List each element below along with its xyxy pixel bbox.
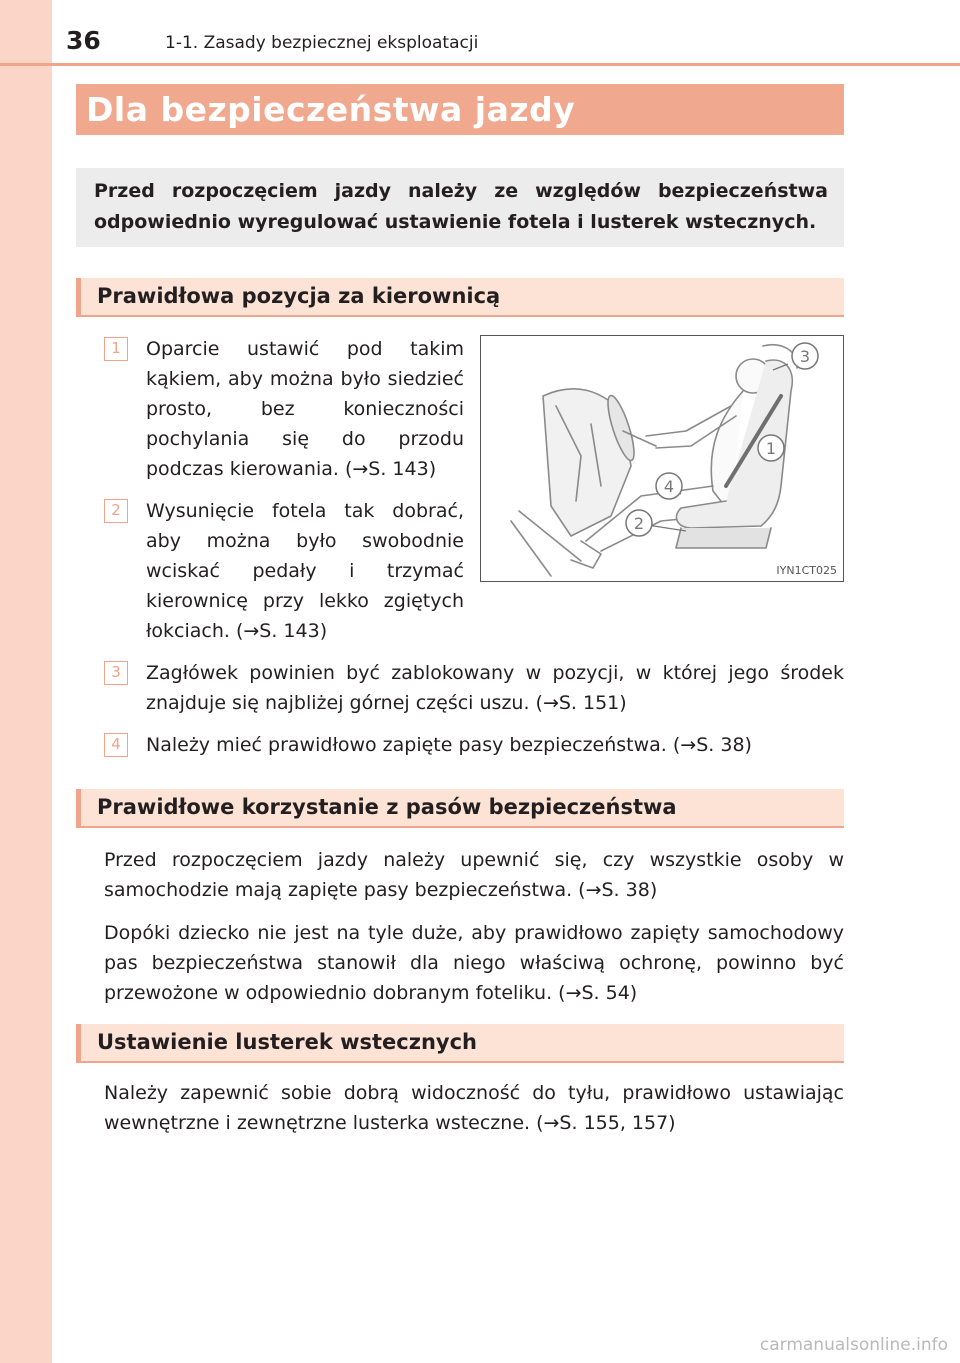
section-heading-position: Prawidłowa pozycja za kierownicą bbox=[76, 278, 844, 317]
number-badge-3: 3 bbox=[104, 661, 128, 685]
list-item-3-text: Zagłówek powinien być zablokowany w pozycji, w której jego środek znajduje się najbliżej górnej części uszu. (→S. 151) bbox=[146, 662, 844, 714]
belts-paragraph-2: Dopóki dziecko nie jest na tyle duże, aby prawidłowo zapięty samochodowy pas bezpieczeństwa stanowił dla niego właściwą ochronę, powinno być przewożone w odpowiednio dobranym foteliku. (→S. 54) bbox=[104, 922, 844, 1004]
callout-4-label: 4 bbox=[663, 477, 675, 496]
page-number: 36 bbox=[66, 26, 101, 55]
header-rule bbox=[0, 63, 960, 66]
driving-position-illustration bbox=[480, 335, 844, 582]
section-heading-mirrors: Ustawienie lusterek wstecznych bbox=[76, 1024, 844, 1063]
section-heading-belts: Prawidłowe korzystanie z pasów bezpieczeństwa bbox=[76, 789, 844, 828]
callout-1-label: 1 bbox=[765, 439, 777, 458]
list-item-1-text: Oparcie ustawić pod takim kąkiem, aby można było siedzieć prosto, bez konieczności pochylania się do przodu podczas kierowania. (→S. 143) bbox=[146, 338, 464, 480]
side-strip bbox=[0, 0, 52, 1363]
mirrors-paragraph: Należy zapewnić sobie dobrą widoczność do tyłu, prawidłowo ustawiając wewnętrzne i zewnętrzne lusterka wsteczne. (→S. 155, 157) bbox=[104, 1082, 844, 1134]
number-badge-1: 1 bbox=[104, 337, 128, 361]
watermark: carmanualsonline.info bbox=[759, 1335, 948, 1355]
number-badge-2: 2 bbox=[104, 499, 128, 523]
number-badge-4: 4 bbox=[104, 733, 128, 757]
figure-code: IYN1CT025 bbox=[776, 564, 837, 577]
page-title: Dla bezpieczeństwa jazdy bbox=[76, 84, 844, 135]
list-item-2-text: Wysunięcie fotela tak dobrać, aby można było swobodnie wciskać pedały i trzymać kierownicę przy lekko zgiętych łokciach. (→S. 143) bbox=[146, 500, 464, 642]
belts-paragraph-1: Przed rozpoczęciem jazdy należy upewnić się, czy wszystkie osoby w samochodzie mają zapięte pasy bezpieczeństwa. (→S. 38) bbox=[104, 849, 844, 901]
callout-2-label: 2 bbox=[633, 514, 645, 533]
list-item-4-text: Należy mieć prawidłowo zapięte pasy bezpieczeństwa. (→S. 38) bbox=[146, 734, 752, 756]
running-head: 1-1. Zasady bezpiecznej eksploatacji bbox=[165, 33, 479, 53]
callout-3-label: 3 bbox=[799, 347, 811, 366]
driver-seat-drawing bbox=[481, 336, 843, 581]
intro-box: Przed rozpoczęciem jazdy należy ze względów bezpieczeństwa odpowiednio wyregulować ustawienie fotela i lusterek wstecznych. bbox=[76, 168, 844, 247]
